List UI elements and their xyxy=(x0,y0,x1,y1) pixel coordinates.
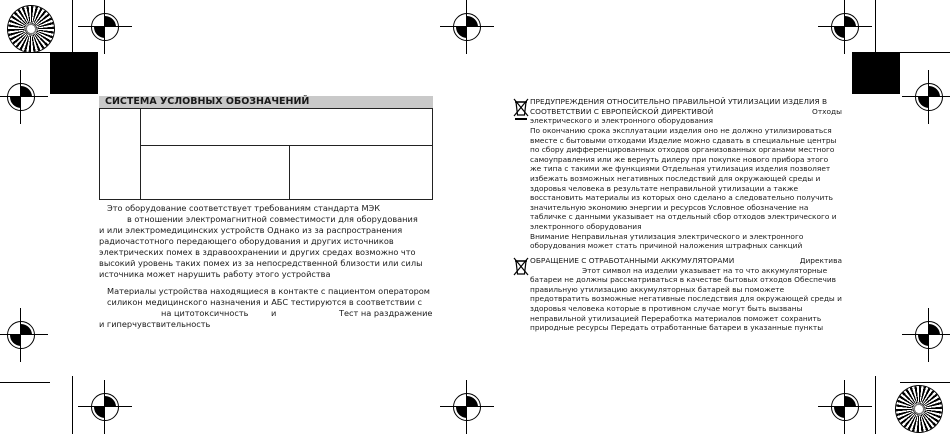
crossed-out-bin-icon xyxy=(512,256,530,280)
page-tab-right xyxy=(852,52,900,94)
crop-mark-icon xyxy=(900,382,950,383)
registration-mark-icon xyxy=(912,318,946,352)
battery-section: ОБРАЩЕНИЕ С ОТРАБОТАННЫМИ АККУМУЛЯТОРАМИ Директива Этот символ на изделии указывает на то что аккумуляторные батареи не должны рассматриваться в качестве бытовых отходов Обеспечив правильную утилизацию аккумуляторных батарей вы поможете предотвратить возможные негативные последствия для окружающей среды и здоровья человека которые в противном случае могут быть вызваны неправильной утилизацией Переработка материалов поможет сохранить природные ресурсы Передать отработанные батареи в указанные пункты xyxy=(530,256,842,333)
registration-mark-icon xyxy=(4,318,38,352)
biocompatibility-paragraph: Материалы устройства находящиеся в контакте с пациентом оператором силикон медицинского назначения и АБС тестируются в соответствии с на цитотоксичность и Тест на раздражение и гиперчувствительность xyxy=(99,286,433,329)
crop-mark-icon xyxy=(72,376,73,434)
legend-table xyxy=(99,108,433,200)
page-tab-left xyxy=(50,52,98,94)
registration-mark-icon xyxy=(450,10,484,44)
registration-mark-icon xyxy=(450,390,484,424)
sunburst-target-icon xyxy=(896,386,942,432)
crop-mark-icon xyxy=(875,0,876,60)
registration-mark-icon xyxy=(88,390,122,424)
registration-mark-icon xyxy=(88,10,122,44)
sunburst-target-icon xyxy=(8,6,54,52)
crop-mark-icon xyxy=(72,0,73,60)
registration-mark-icon xyxy=(828,10,862,44)
crop-mark-icon xyxy=(900,52,950,53)
crop-mark-icon xyxy=(875,376,876,434)
crossed-out-bin-icon xyxy=(512,97,530,121)
legend-table-title: СИСТЕМА УСЛОВНЫХ ОБОЗНАЧЕНИЙ xyxy=(99,96,433,108)
crop-mark-icon xyxy=(0,382,50,383)
registration-mark-icon xyxy=(912,80,946,114)
registration-mark-icon xyxy=(4,80,38,114)
crop-mark-icon xyxy=(0,52,50,53)
weee-section: ПРЕДУПРЕЖДЕНИЯ ОТНОСИТЕЛЬНО ПРАВИЛЬНОЙ УТИЛИЗАЦИИ ИЗДЕЛИЯ В СООТВЕТСТВИИ С ЕВРОПЕЙСКОЙ ДИРЕКТИВОЙ Отходы электрического и электронного оборудования xyxy=(530,97,842,126)
weee-body: По окончанию срока эксплуатации изделия оно не должно утилизироваться вместе с бытовыми отходами Изделие можно сдавать в специальные центры по сбору дифференцированных отходов организованных органами местного самоуправления или же вернуть дилеру при покупке нового прибора этого же типа с такими же функциями Отдельная утилизация изделия позволяет избежать возможных негативных последствий для окружающей среды и здоровья человека в результате неправильной утилизации а также восстановить материалы из которых оно сделано а следовательно получить значительную экономию энергии и ресурсов Условное обозначение на табличке с данными указывает на отдельный сбор отходов электрического и электронного оборудования Внимание Неправильная утилизация электрического и электронного оборудования может стать причиной наложения штрафных санкций xyxy=(530,126,837,251)
registration-mark-icon xyxy=(828,390,862,424)
emc-paragraph: Это оборудование соответствует требованиям стандарта МЭК в отношении электромагнитной совместимости для оборудования и или электромедицинских устройств Однако из за распространения радиочастотного передающего оборудования и других источников электрических помех в здравоохранении и других средах возможно что высокий уровень таких помех из за непосредственной близости или силы источника может нарушить работу этого устройства xyxy=(99,203,423,279)
